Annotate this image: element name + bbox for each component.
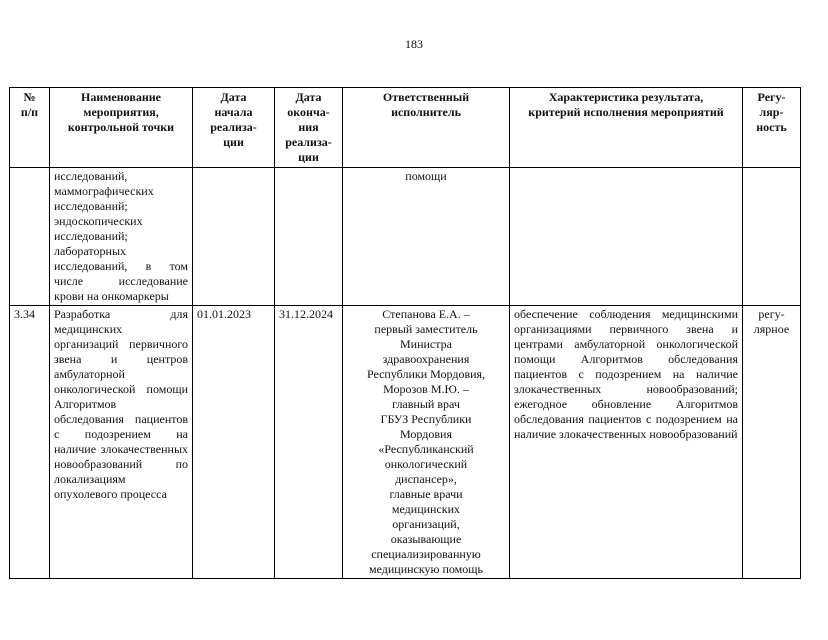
table-header-row <box>10 88 801 168</box>
page-number: 183 <box>405 37 423 51</box>
cell-responsible: помощи <box>343 168 510 306</box>
cell-number <box>10 168 50 306</box>
cell-result: обеспечение соблюдения медицинскими организациями первичного звена и центрами амбулаторной онкологической помощи Алгоритмов обследования пациентов с подозрением на наличие злокачественных новообразований; ежегодное обновление Алгоритмов обследования пациентов с подозрением на наличие злокачественных новообразований <box>510 306 743 579</box>
cell-number: 3.34 <box>10 306 50 579</box>
header-responsible: Ответственный исполнитель <box>343 88 510 168</box>
cell-regularity <box>743 168 801 306</box>
cell-start-date: 01.01.2023 <box>193 306 275 579</box>
header-start-date: Дата начала реализа- ции <box>193 88 275 168</box>
header-number: № п/п <box>10 88 50 168</box>
header-regularity: Регу- ляр- ность <box>743 88 801 168</box>
measures-table <box>9 87 801 579</box>
cell-end-date: 31.12.2024 <box>275 306 343 579</box>
table-row <box>10 306 801 579</box>
header-result: Характеристика результата, критерий исполнения мероприятий <box>510 88 743 168</box>
cell-result <box>510 168 743 306</box>
cell-start-date <box>193 168 275 306</box>
cell-name: Разработка для медицинских организаций первичного звена и центров амбулаторной онкологической помощи Алгоритмов обследования пациентов с подозрением на наличие злокачественных новообразований по локализациям опухолевого процесса <box>50 306 193 579</box>
header-end-date: Дата оконча- ния реализа- ции <box>275 88 343 168</box>
cell-responsible: Степанова Е.А. – первый заместитель Министра здравоохранения Республики Мордовия, Морозов М.Ю. – главный врач ГБУЗ Республики Мордовия «Республиканский онкологический диспансер», главные врачи медицинских организаций, оказывающие специализированную медицинскую помощь <box>343 306 510 579</box>
cell-regularity: регу- лярное <box>743 306 801 579</box>
table-row <box>10 168 801 306</box>
header-name: Наименование мероприятия, контрольной точки <box>50 88 193 168</box>
cell-end-date <box>275 168 343 306</box>
cell-name: исследований, маммографических исследований; эндоскопических исследований; лабораторных исследований, в том числе исследование крови на онкомаркеры <box>50 168 193 306</box>
